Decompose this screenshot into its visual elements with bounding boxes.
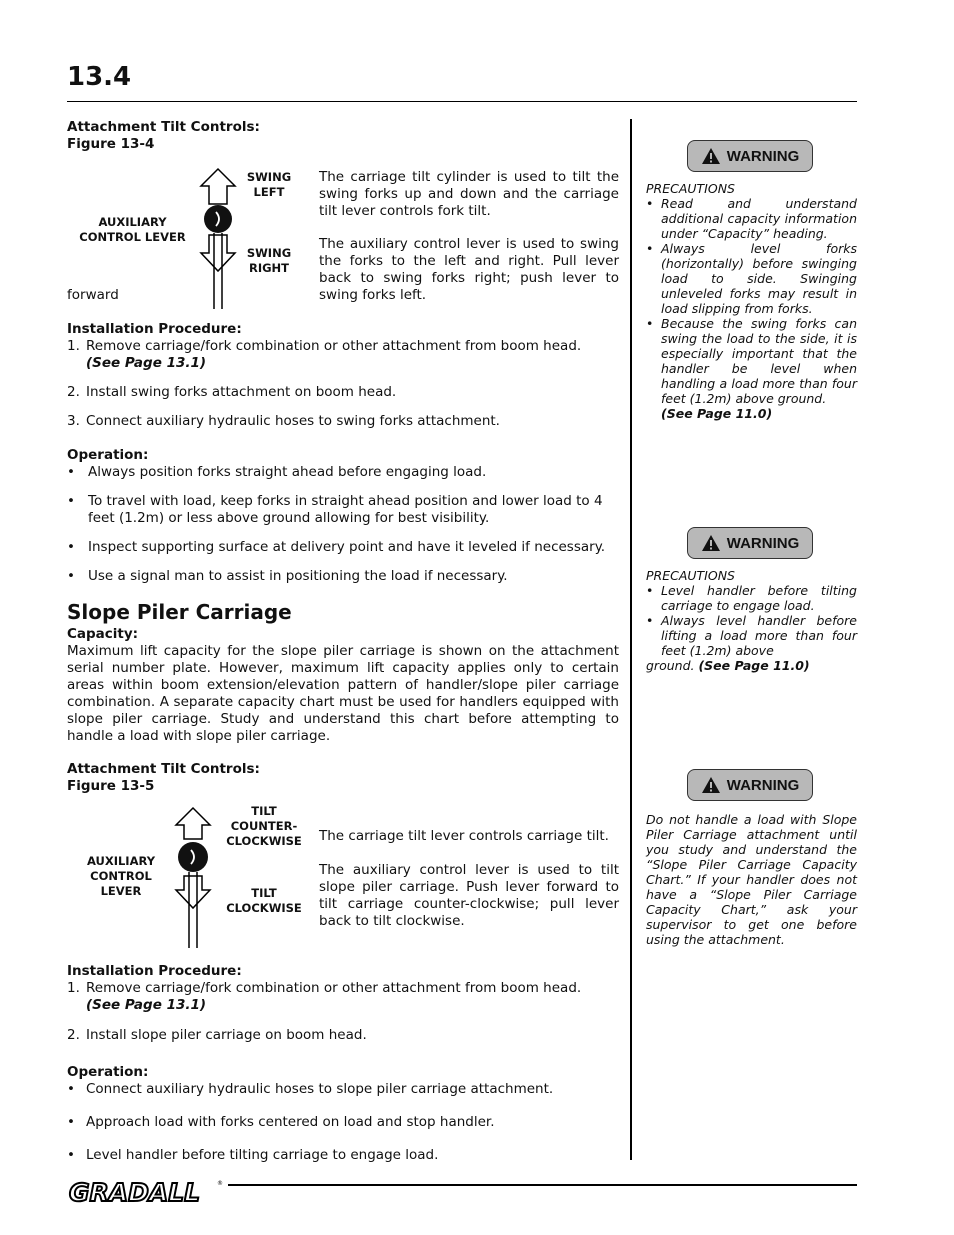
install-procedure-1: Installation Procedure: 1. Remove carriage/fork combination or other attachment from boom head. (See Page 13.1) 2. Install swing forks attachment on boom head. 3. Connect auxiliary hydraulic hoses to swing forks attachment. [67, 321, 582, 429]
warning-badge-1: WARNING [687, 140, 813, 172]
svg-text:®: ® [217, 1180, 223, 1187]
list-item: • Always level handler before lifting a load more than four feet (1.2m) above [646, 613, 857, 658]
gradall-logo [67, 1176, 227, 1206]
section1-heading: Attachment Tilt Controls: Figure 13-4 [67, 119, 260, 152]
label-tilt-cw: TILT CLOCKWISE [226, 886, 302, 915]
warning-badge-2: WARNING [687, 527, 813, 559]
warning-text-3: Do not handle a load with Slope Piler Carriage attachment until you study and understand the “Slope Piler Carriage Capacity Chart.” If your handler does not have a “Slope Piler Carriage Capacity Chart,” ask your supervisor to get one before using the attachment. [646, 812, 857, 947]
operation-1: Operation: • Always position forks straight ahead before engaging load. • To travel with load, keep forks in straight ahead position and lower load to 4 feet (1.2m) or less above ground allowing for best visibility. • Inspect supporting surface at delivery point and have it leveled if necessary. • Use a signal man to assist in positioning the load if necessary. [67, 447, 619, 585]
label-swing-left: SWING LEFT [246, 170, 292, 199]
column-divider [630, 119, 632, 1160]
section-title-slope-piler: Slope Piler Carriage [67, 600, 292, 624]
list-item: • Approach load with forks centered on load and stop handler. [67, 1114, 495, 1130]
list-item: • Read and understand additional capacity information under “Capacity” heading. [646, 196, 857, 241]
header-rule [67, 101, 857, 102]
list-item: • Because the swing forks can swing the load to the side, it is especially important that the handler be level when handling a load more than four feet (1.2m) above ground. (See Page 11.0) [646, 316, 857, 421]
list-item: • Always position forks straight ahead before engaging load. [67, 464, 487, 480]
install-procedure-2: Installation Procedure: 1. Remove carriage/fork combination or other attachment from boom head. (See Page 13.1) 2. Install slope piler carriage on boom head. [67, 963, 582, 1043]
warning-badge-3: WARNING [687, 769, 813, 801]
swing-forks-description: The carriage tilt cylinder is used to tilt the swing forks up and down and the carriage tilt lever controls fork tilt. The auxiliary control lever is used to swing the forks to the left and right. Pull lever back to swing forks right; push lever to swing forks left. [319, 169, 619, 303]
warning-triangle-icon [701, 534, 721, 552]
label-swing-right: SWING RIGHT [246, 246, 292, 275]
lever-diagram-tilt [171, 806, 221, 950]
list-item: • To travel with load, keep forks in straight ahead position and lower load to 4 feet (1.2m) or less above ground allowing for best visibility. [67, 493, 603, 526]
list-item: • Use a signal man to assist in positioning the load if necessary. [67, 568, 508, 584]
list-item: • Connect auxiliary hydraulic hoses to slope piler carriage attachment. [67, 1081, 554, 1097]
label-aux-control-lever: AUXILIARY CONTROL LEVER [79, 215, 186, 244]
slope-piler-description: The carriage tilt lever controls carriage tilt. The auxiliary control lever is used to tilt slope piler carriage. Push lever forward to tilt carriage counter-clockwise; pull lever back to tilt clockwise. [319, 828, 619, 929]
section2-heading: Attachment Tilt Controls: Figure 13-5 [67, 761, 260, 794]
capacity-section: Capacity: Maximum lift capacity for the slope piler carriage is shown on the attachment serial number plate. However, maximum lift capacity applies only to certain areas within boom extension/elevation pattern of handler/slope piler carriage combination. A separate capacity chart must be used for handlers equipped with slope piler carriage. Study and understand this chart before attempting to handle a load with slope piler carriage. [67, 626, 619, 744]
footer-rule [228, 1184, 857, 1186]
operation-2: Operation: • Connect auxiliary hydraulic hoses to slope piler carriage attachment. • Approach load with forks centered on load and stop handler. • Level handler before tilting carriage to engage load. [67, 1064, 619, 1164]
warning-text-1: PRECAUTIONS • Read and understand additional capacity information under “Capacity” heading. • Always level forks (horizontally) before swinging load to side. Swinging unleveled forks may result in load slipping from forks. • Because the swing forks can swing the load to the side, it is especially important that the handler be level when handling a load more than four feet (1.2m) above ground. (See Page 11.0) [646, 181, 857, 421]
list-item: • Inspect supporting surface at delivery point and have it leveled if necessary. [67, 539, 606, 555]
list-item: • Always level forks (horizontally) before swinging load to side. Swinging unleveled forks may result in load slipping from forks. [646, 241, 857, 316]
label-aux-control-lever-2: AUXILIARY CONTROL LEVER [86, 854, 156, 898]
label-tilt-ccw: TILT COUNTER-CLOCKWISE [226, 804, 302, 848]
list-item: • Level handler before tilting carriage to engage load. [67, 1147, 439, 1163]
warning-triangle-icon [701, 147, 721, 165]
warning-text-2: PRECAUTIONS • Level handler before tilting carriage to engage load. • Always level handler before lifting a load more than four feet (1.2m) above ground. (See Page 11.0) [646, 568, 857, 673]
list-item: • Level handler before tilting carriage to engage load. [646, 583, 857, 613]
page-number: 13.4 [67, 62, 132, 92]
svg-text:GRADALL: GRADALL [69, 1178, 201, 1206]
warning-triangle-icon [701, 776, 721, 794]
label-forward: forward [67, 287, 119, 303]
